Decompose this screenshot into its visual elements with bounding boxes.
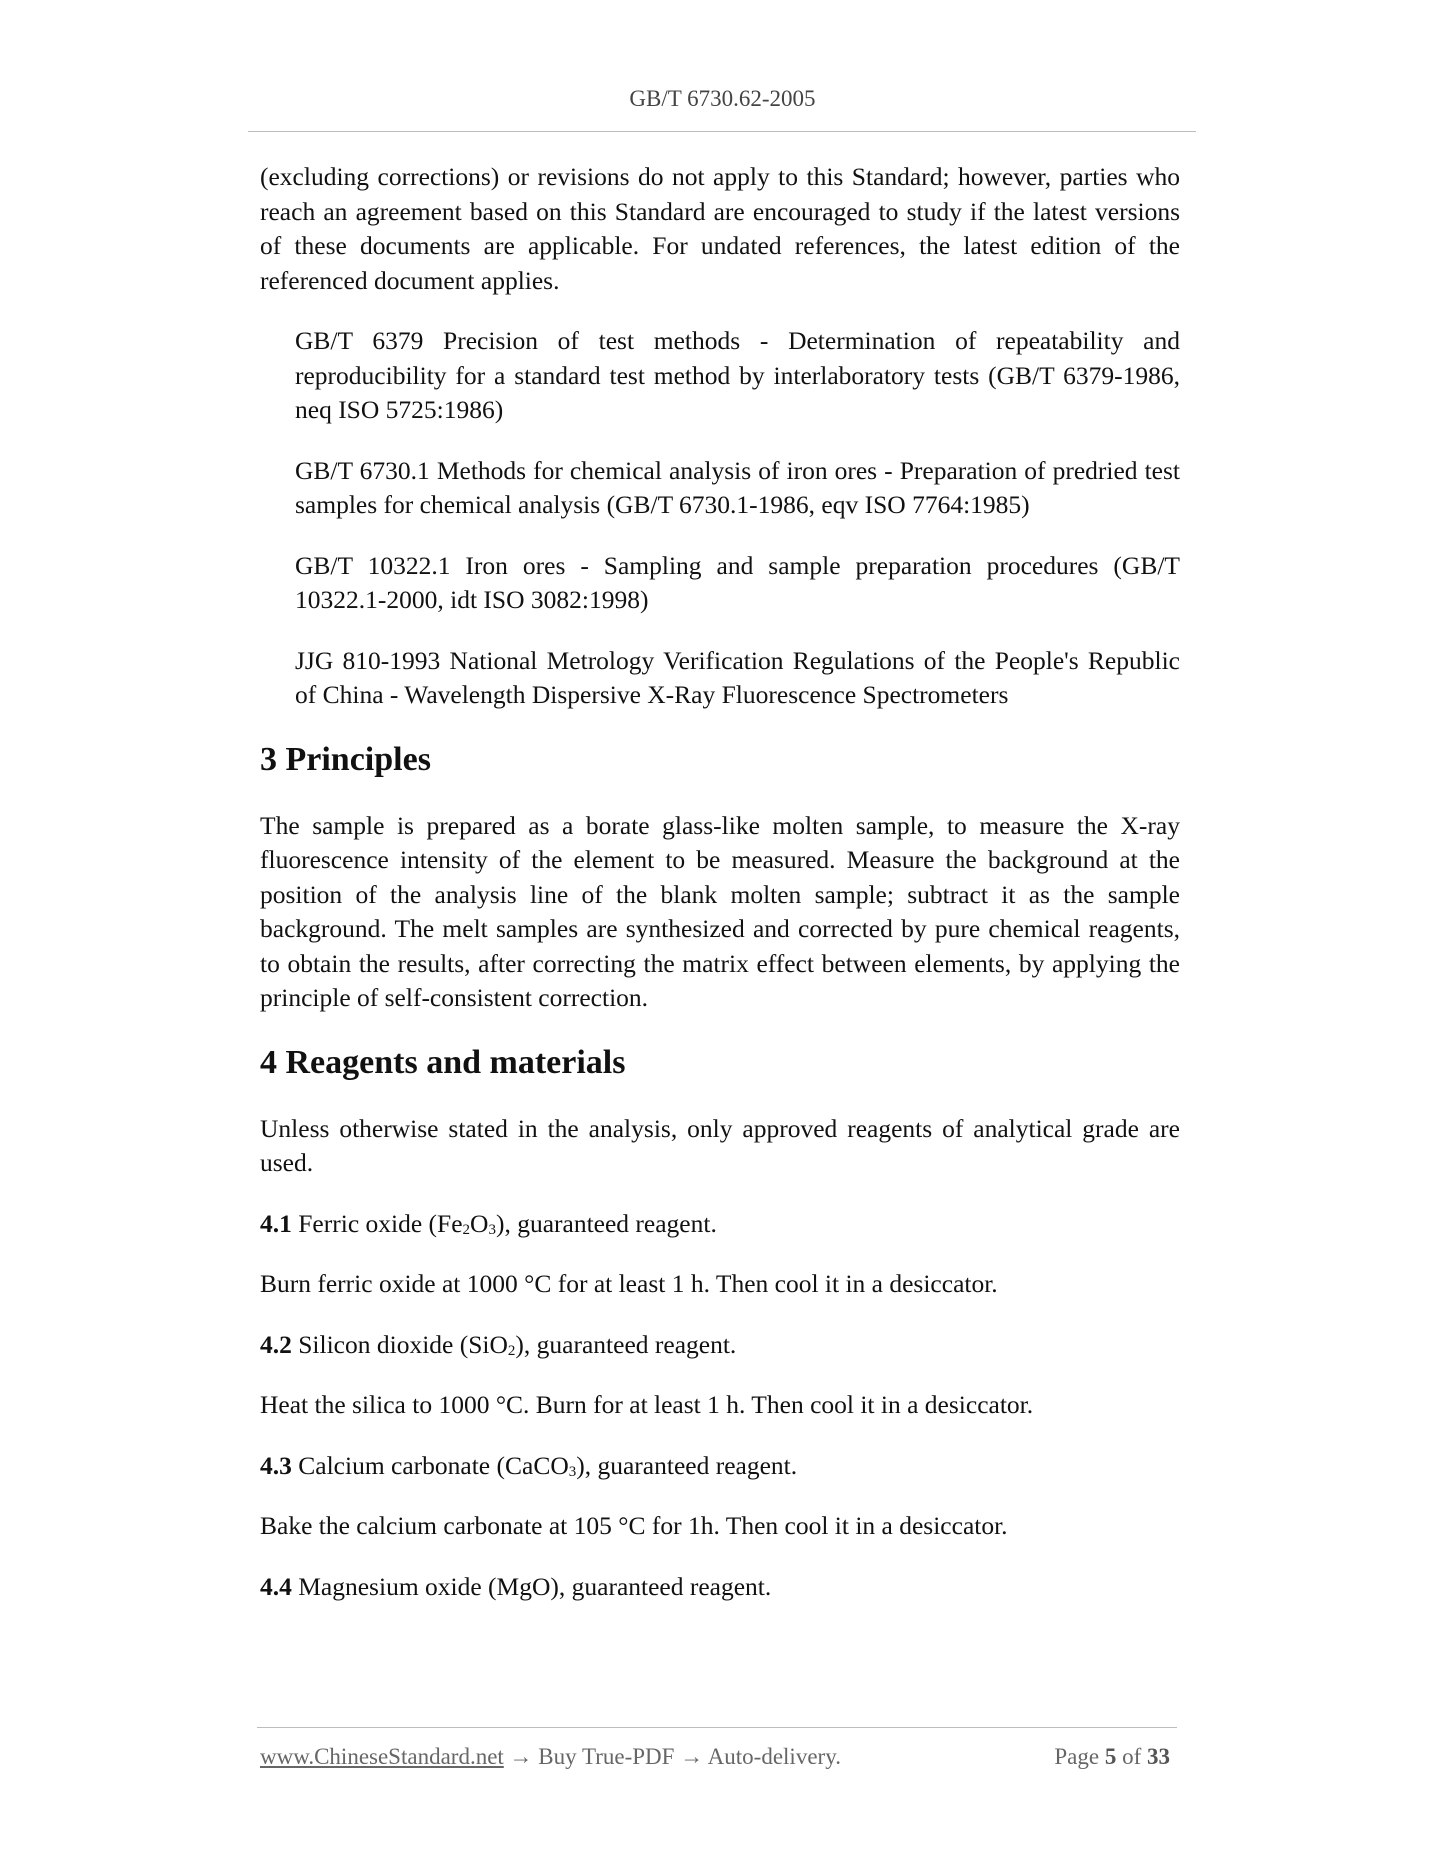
website-link[interactable]: www.ChineseStandard.net (260, 1744, 504, 1769)
subscript: 2 (507, 1342, 516, 1359)
subscript: 3 (568, 1463, 577, 1480)
reagent-name: Calcium carbonate (CaCO (298, 1450, 569, 1480)
reagent-grade: ), guaranteed reagent. (495, 1208, 717, 1238)
reagent-name: Ferric oxide (Fe (298, 1208, 463, 1238)
footer-divider (257, 1727, 1177, 1728)
reagent-note: Heat the silica to 1000 °C. Burn for at least 1 h. Then cool it in a desiccator. (260, 1390, 1034, 1419)
section-heading-reagents: 4 Reagents and materials (260, 1043, 626, 1081)
reagent-grade: ), guaranteed reagent. (515, 1329, 737, 1359)
reagent-name-cont: O (470, 1208, 489, 1238)
reference-item: GB/T 6379 Precision of test methods - Determination of repeatability and reproducibility for a standard test method by interlaboratory tests (GB/T 6379-1986, neq ISO 5725:1986) (295, 326, 1180, 424)
clause-number: 4.2 (260, 1329, 292, 1359)
reagent-note: Burn ferric oxide at 1000 °C for at least 1 h. Then cool it in a desiccator. (260, 1269, 998, 1298)
buy-text: Buy True-PDF (538, 1744, 675, 1769)
arrow-icon: → (509, 1744, 533, 1769)
reagent-item (260, 1328, 1180, 1363)
header-divider (248, 131, 1196, 132)
reference-item: GB/T 10322.1 Iron ores - Sampling and sample preparation procedures (GB/T 10322.1-2000, idt ISO 3082:1998) (295, 550, 1180, 614)
reagent-name: Silicon dioxide (SiO (298, 1329, 508, 1359)
page-total: 33 (1147, 1744, 1170, 1769)
document-body (260, 160, 1180, 1630)
page-number: 5 (1104, 1744, 1117, 1769)
reference-item: GB/T 6730.1 Methods for chemical analysis of iron ores - Preparation of predried test samples for chemical analysis (GB/T 6730.1-1986, eqv ISO 7764:1985) (295, 455, 1180, 519)
reagent-item (260, 1207, 1180, 1242)
reagent-item (260, 1449, 1180, 1484)
reagent-note: Bake the calcium carbonate at 105 °C for 1h. Then cool it in a desiccator. (260, 1511, 1008, 1540)
clause-number: 4.1 (260, 1208, 292, 1238)
section-heading-principles: 3 Principles (260, 740, 431, 778)
reference-item: JJG 810-1993 National Metrology Verification Regulations of the People's Republic of China - Wavelength Dispersive X-Ray Fluorescence Spectrometers (295, 645, 1180, 709)
clause-number: 4.4 (260, 1571, 292, 1601)
intro-paragraph: (excluding corrections) or revisions do not apply to this Standard; however, parties who reach an agreement based on this Standard are encouraged to study if the latest versions of these documents are applicable. For undated references, the latest edition of the referenced document applies. (260, 162, 1180, 295)
footer-promo (260, 1744, 841, 1770)
reagent-name: Magnesium oxide (MgO), guaranteed reagent. (298, 1571, 772, 1601)
page-header: GB/T 6730.62-2005 (629, 86, 816, 111)
arrow-icon: → (680, 1744, 704, 1769)
subscript: 3 (488, 1221, 496, 1238)
principles-paragraph: The sample is prepared as a borate glass-like molten sample, to measure the X-ray fluorescence intensity of the element to be measured. Measure the background at the position of the analysis line of the blank molten sample; subtract it as the sample background. The melt samples are synthesized and corrected by pure chemical reagents, to obtain the results, after correcting the matrix effect between elements, by applying the principle of self-consistent correction. (260, 810, 1180, 1012)
reagent-item (260, 1570, 1180, 1605)
page-indicator (1054, 1744, 1170, 1770)
reagent-grade: ), guaranteed reagent. (576, 1450, 798, 1480)
of-label: of (1122, 1744, 1142, 1769)
delivery-text: Auto-delivery. (707, 1744, 841, 1769)
page-label: Page (1054, 1744, 1100, 1769)
reagents-intro: Unless otherwise stated in the analysis, only approved reagents of analytical grade are used. (260, 1113, 1180, 1177)
subscript: 2 (462, 1221, 471, 1238)
clause-number: 4.3 (260, 1450, 292, 1480)
